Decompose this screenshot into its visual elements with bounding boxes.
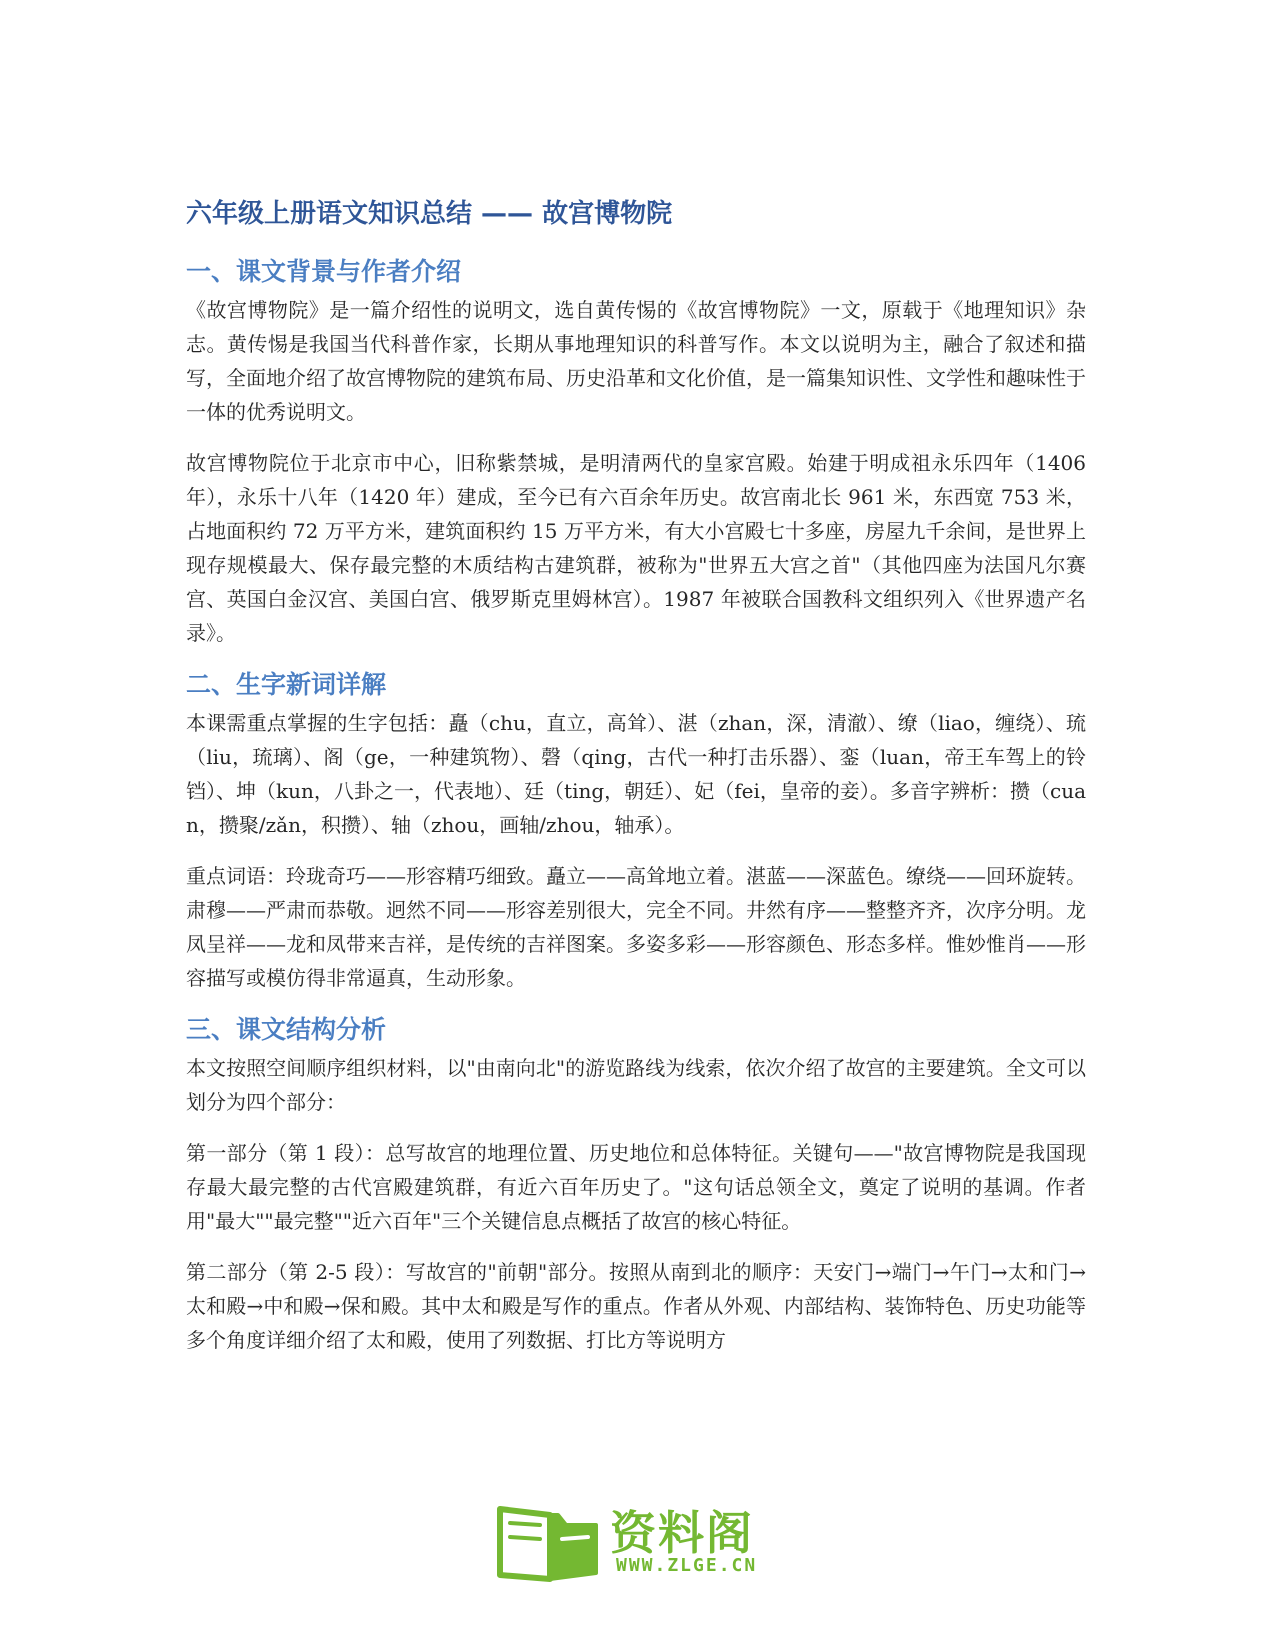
section-background (186, 254, 1086, 650)
paragraph: 故宫博物院位于北京市中心，旧称紫禁城，是明清两代的皇家宫殿。始建于明成祖永乐四年（1406 年），永乐十八年（1420 年）建成，至今已有六百余年历史。故宫南北长 961 米，东西宽 753 米，占地面积约 72 万平方米，建筑面积约 15 万平方米，有大小宫殿七十多座，房屋九千余间，是世界上现存规模最大、保存最完整的木质结构古建筑群，被称为"世界五大宫之首"（其他四座为法国凡尔赛宫、英国白金汉宫、美国白宫、俄罗斯克里姆林宫）。1987 年被联合国教科文组织列入《世界遗产名录》。 (186, 451, 1086, 646)
open-book-folder-icon (492, 1495, 604, 1585)
watermark-logo (492, 1495, 782, 1585)
paragraph: 本课需重点掌握的生字包括：矗（chu，直立，高耸）、湛（zhan，深，清澈）、缭（liao，缠绕）、琉（liu，琉璃）、阁（ge，一种建筑物）、磬（qing，古代一种打击乐器）、銮（luan，帝王车驾上的铃铛）、坤（kun，八卦之一，代表地）、廷（ting，朝廷）、妃（fei，皇帝的妾）。多音字辨析：攒（cuan，攒聚/zǎn，积攒）、轴（zhou，画轴/zhou，轴承）。 (186, 711, 1086, 838)
document-title: 六年级上册语文知识总结 —— 故宫博物院 (186, 199, 673, 229)
watermark-url: WWW.ZLGE.CN (616, 1555, 758, 1576)
section-heading: 三、课文结构分析 (186, 1015, 387, 1045)
section-heading: 一、课文背景与作者介绍 (186, 257, 462, 287)
section-vocabulary (186, 667, 1086, 995)
paragraph: 重点词语：玲珑奇巧——形容精巧细致。矗立——高耸地立着。湛蓝——深蓝色。缭绕——回环旋转。肃穆——严肃而恭敬。迥然不同——形容差别很大，完全不同。井然有序——整整齐齐，次序分明。龙凤呈祥——龙和凤带来吉祥，是传统的吉祥图案。多姿多彩——形容颜色、形态多样。惟妙惟肖——形容描写或模仿得非常逼真，生动形象。 (186, 864, 1086, 991)
paragraph: 第一部分（第 1 段）：总写故宫的地理位置、历史地位和总体特征。关键句——"故宫博物院是我国现存最大最完整的古代宫殿建筑群，有近六百年历史了。"这句话总领全文，奠定了说明的基调。作者用"最大""最完整""近六百年"三个关键信息点概括了故宫的核心特征。 (186, 1141, 1086, 1234)
watermark-brand: 资料阁 (610, 1506, 754, 1560)
paragraph: 第二部分（第 2-5 段）：写故宫的"前朝"部分。按照从南到北的顺序：天安门→端门→午门→太和门→太和殿→中和殿→保和殿。其中太和殿是写作的重点。作者从外观、内部结构、装饰特色、历史功能等多个角度详细介绍了太和殿，使用了列数据、打比方等说明方 (186, 1260, 1086, 1353)
section-structure (186, 1012, 1086, 1357)
paragraph: 本文按照空间顺序组织材料，以"由南向北"的游览路线为线索，依次介绍了故宫的主要建筑。全文可以划分为四个部分： (186, 1056, 1086, 1115)
section-heading: 二、生字新词详解 (186, 670, 387, 700)
document-body (186, 196, 1086, 1374)
paragraph: 《故宫博物院》是一篇介绍性的说明文，选自黄传惕的《故宫博物院》一文，原载于《地理知识》杂志。黄传惕是我国当代科普作家，长期从事地理知识的科普写作。本文以说明为主，融合了叙述和描写，全面地介绍了故宫博物院的建筑布局、历史沿革和文化价值，是一篇集知识性、文学性和趣味性于一体的优秀说明文。 (186, 298, 1086, 425)
